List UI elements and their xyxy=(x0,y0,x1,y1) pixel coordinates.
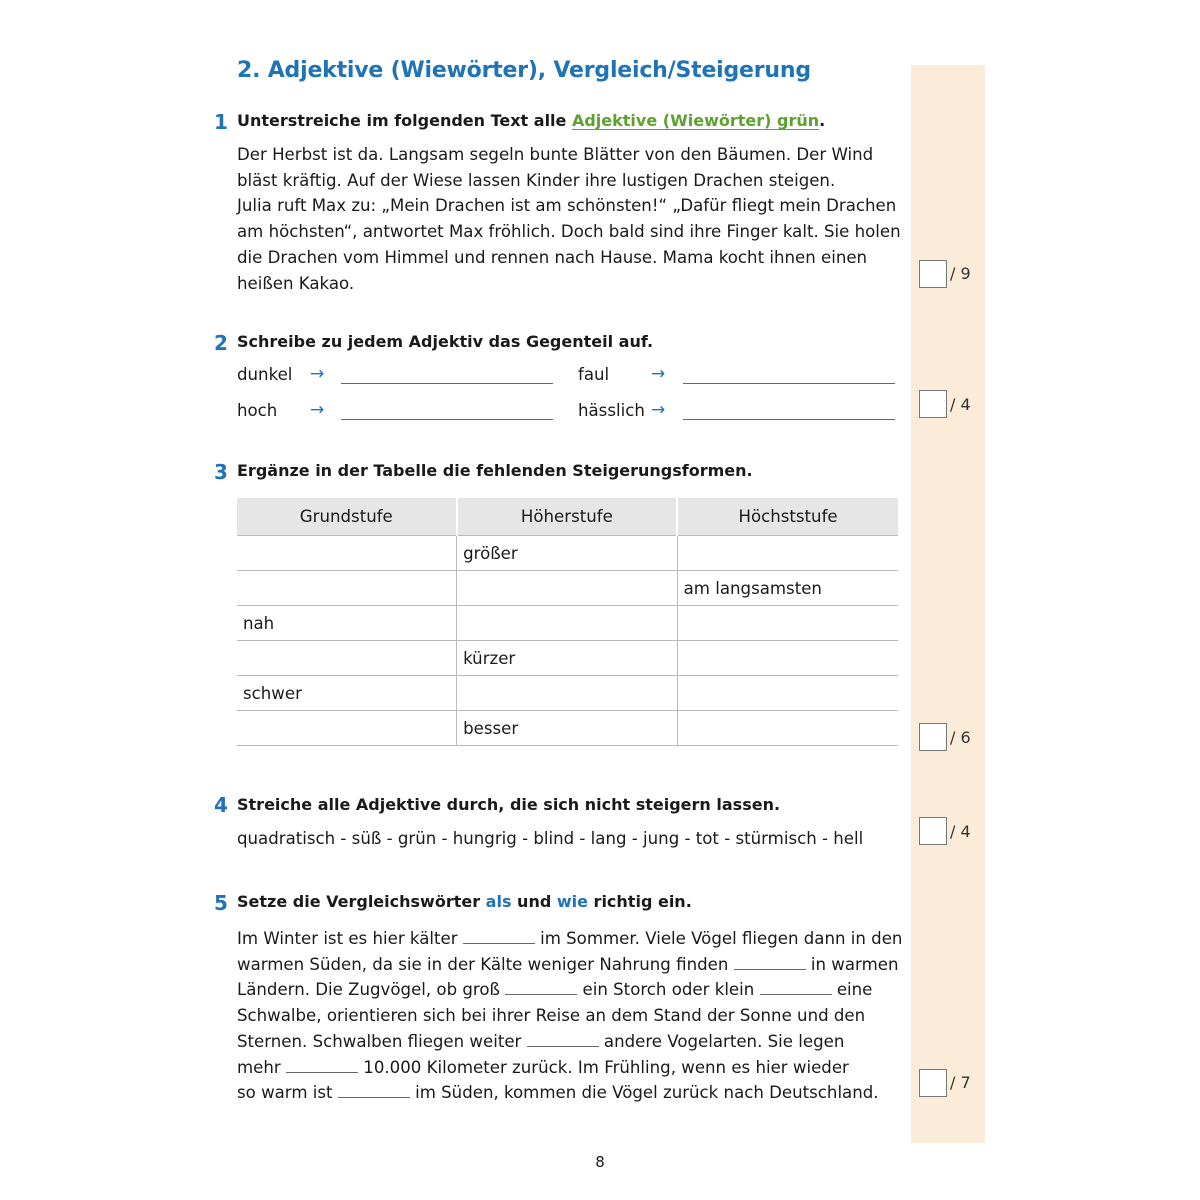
task-3-instruction: Ergänze in der Tabelle die fehlenden Steigerungsformen. xyxy=(237,461,753,480)
table-cell[interactable]: am langsamsten xyxy=(677,571,898,606)
word-hoch: hoch xyxy=(237,401,278,420)
blank-line[interactable] xyxy=(760,978,832,996)
task-5-text xyxy=(237,926,902,1106)
blank-line[interactable] xyxy=(338,1081,410,1099)
adjective-list[interactable]: quadratisch - süß - grün - hungrig - blind - lang - jung - tot - stürmisch - hell xyxy=(237,829,864,848)
table-header: Grundstufe xyxy=(237,498,457,536)
score-column xyxy=(911,65,985,1143)
task-5-instruction-post: richtig ein. xyxy=(587,892,692,911)
table-cell[interactable] xyxy=(677,641,898,676)
arrow-right-icon: → xyxy=(651,364,666,384)
task-1-number: 1 xyxy=(214,110,228,134)
table-row xyxy=(237,711,898,746)
table-row xyxy=(237,641,898,676)
task-1-line: Der Herbst ist da. Langsam segeln bunte Blätter von den Bäumen. Der Wind xyxy=(237,145,874,164)
table-cell[interactable] xyxy=(457,606,678,641)
table-row xyxy=(237,571,898,606)
task-1-instruction-post: . xyxy=(819,111,826,130)
blank-line[interactable] xyxy=(463,926,535,944)
task-2-number: 2 xyxy=(214,331,228,355)
text-segment: eine xyxy=(831,980,873,1000)
task-5-line xyxy=(237,977,902,1003)
answer-line-haesslich[interactable] xyxy=(683,419,895,420)
text-segment: in warmen xyxy=(805,954,899,974)
table-cell[interactable]: schwer xyxy=(237,676,457,711)
task-5-line xyxy=(237,1080,902,1106)
task-1-points: / 9 xyxy=(950,264,971,283)
task-3-points: / 6 xyxy=(950,728,971,747)
task-5-line xyxy=(237,1055,902,1081)
task-1-score-box[interactable] xyxy=(919,260,947,288)
page-number: 8 xyxy=(595,1153,605,1171)
text-segment: im Sommer. Viele Vögel fliegen dann in den xyxy=(534,929,903,948)
table-cell[interactable] xyxy=(237,711,457,746)
task-5-instruction-pre: Setze die Vergleichswörter xyxy=(237,892,486,911)
table-cell[interactable] xyxy=(237,641,457,676)
task-2-score-box[interactable] xyxy=(919,390,947,418)
table-row xyxy=(237,676,898,711)
text-segment: mehr xyxy=(237,1057,286,1077)
task-1-text xyxy=(237,142,902,296)
text-segment: so warm ist xyxy=(237,1083,338,1103)
arrow-right-icon: → xyxy=(310,364,325,384)
task-5-line xyxy=(237,1029,902,1055)
word-haesslich: hässlich xyxy=(578,401,645,420)
task-4-points: / 4 xyxy=(950,822,971,841)
answer-line-faul[interactable] xyxy=(683,383,895,384)
text-segment: 10.000 Kilometer zurück. Im Frühling, wenn es hier wieder xyxy=(358,1057,849,1077)
table-cell[interactable]: nah xyxy=(237,606,457,641)
task-1-line: heißen Kakao. xyxy=(237,273,355,293)
task-5-score-box[interactable] xyxy=(919,1069,947,1097)
table-cell[interactable] xyxy=(457,676,678,711)
table-header: Höherstufe xyxy=(457,498,678,536)
text-segment: Sternen. Schwalben fliegen weiter xyxy=(237,1031,527,1051)
text-segment: im Süden, kommen die Vögel zurück nach Deutschland. xyxy=(409,1083,879,1103)
task-3-number: 3 xyxy=(214,460,228,484)
task-2-instruction: Schreibe zu jedem Adjektiv das Gegenteil auf. xyxy=(237,332,654,351)
table-cell[interactable] xyxy=(677,536,898,571)
table-cell[interactable] xyxy=(237,536,457,571)
task-5-instruction xyxy=(237,892,692,911)
blank-line[interactable] xyxy=(734,952,806,970)
text-segment: Ländern. Die Zugvögel, ob groß xyxy=(237,980,506,1000)
blank-line[interactable] xyxy=(505,978,577,996)
arrow-right-icon: → xyxy=(651,400,666,420)
keyword-als: als xyxy=(485,892,512,911)
page-title: 2. Adjektive (Wiewörter), Vergleich/Steigerung xyxy=(237,58,811,83)
task-4-number: 4 xyxy=(214,793,228,817)
task-5-points: / 7 xyxy=(950,1073,971,1092)
task-5-instruction-mid: und xyxy=(511,892,557,911)
table-header: Höchststufe xyxy=(677,498,898,536)
task-1-instruction xyxy=(237,111,825,130)
table-cell[interactable] xyxy=(457,571,678,606)
table-cell[interactable] xyxy=(677,676,898,711)
task-5-line xyxy=(237,926,902,952)
word-faul: faul xyxy=(578,365,610,384)
arrow-right-icon: → xyxy=(310,400,325,420)
task-1-instruction-highlight: Adjektive (Wiewörter) grün xyxy=(571,111,820,130)
task-5-line: Schwalbe, orientieren sich bei ihrer Reise an dem Stand der Sonne und den xyxy=(237,1006,866,1026)
answer-line-dunkel[interactable] xyxy=(341,383,553,384)
task-2-points: / 4 xyxy=(950,395,971,414)
text-segment: warmen Süden, da sie in der Kälte weniger Nahrung finden xyxy=(237,954,734,974)
task-4-score-box[interactable] xyxy=(919,817,947,845)
task-4-instruction: Streiche alle Adjektive durch, die sich nicht steigern lassen. xyxy=(237,795,781,814)
table-cell[interactable]: größer xyxy=(457,536,678,571)
table-cell[interactable]: kürzer xyxy=(457,641,678,676)
table-cell[interactable]: besser xyxy=(457,711,678,746)
task-3-score-box[interactable] xyxy=(919,723,947,751)
blank-line[interactable] xyxy=(286,1055,358,1073)
task-5-line xyxy=(237,952,902,978)
table-cell[interactable] xyxy=(677,711,898,746)
task-1-line: bläst kräftig. Auf der Wiese lassen Kinder ihre lustigen Drachen steigen. xyxy=(237,170,836,190)
task-1-line: die Drachen vom Himmel und rennen nach Hause. Mama kocht ihnen einen xyxy=(237,247,868,267)
comparison-table xyxy=(237,498,898,746)
keyword-wie: wie xyxy=(556,892,588,911)
table-row xyxy=(237,536,898,571)
task-1-instruction-pre: Unterstreiche im folgenden Text alle xyxy=(237,111,572,130)
text-segment: andere Vogelarten. Sie legen xyxy=(598,1031,845,1051)
word-dunkel: dunkel xyxy=(237,365,293,384)
task-1-line: am höchsten“, antwortet Max fröhlich. Doch bald sind ihre Finger kalt. Sie holen xyxy=(237,222,901,242)
task-1-line: Julia ruft Max zu: „Mein Drachen ist am schönsten!“ „Dafür fliegt mein Drachen xyxy=(237,196,897,216)
text-segment: Im Winter ist es hier kälter xyxy=(237,929,463,948)
answer-line-hoch[interactable] xyxy=(341,419,553,420)
blank-line[interactable] xyxy=(527,1029,599,1047)
table-cell[interactable] xyxy=(677,606,898,641)
table-row xyxy=(237,606,898,641)
text-segment: ein Storch oder klein xyxy=(577,980,760,1000)
table-cell[interactable] xyxy=(237,571,457,606)
task-5-number: 5 xyxy=(214,891,228,915)
